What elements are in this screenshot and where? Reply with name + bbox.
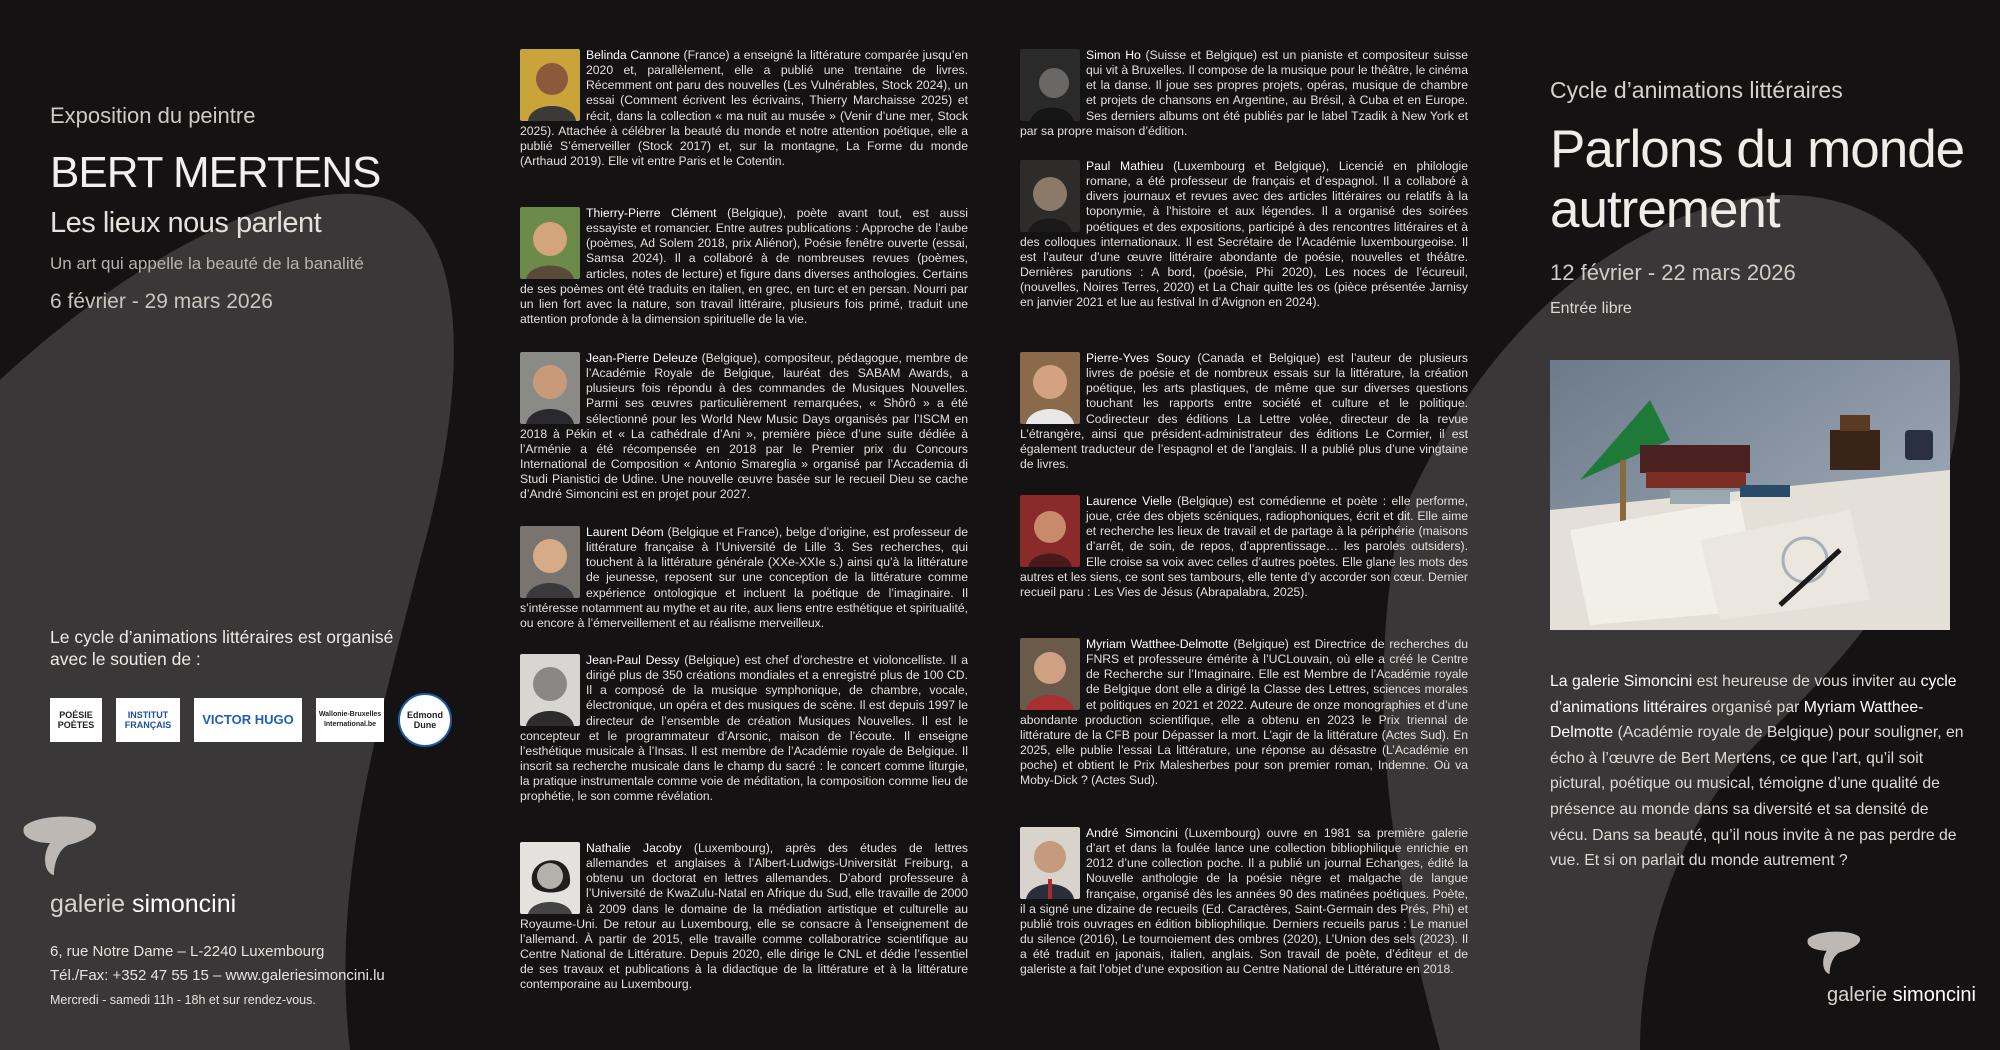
bio-nathalie-jacoby (520, 841, 968, 993)
portrait-photo (1020, 160, 1080, 232)
bio-name: Laurent Déom (586, 525, 664, 539)
bio-name: Pierre-Yves Soucy (1086, 351, 1191, 365)
gallery-address: 6, rue Notre Dame – L-2240 Luxembourg (50, 943, 325, 960)
bio-jean-pierre-deleuze (520, 351, 968, 503)
bio-simon-ho (1020, 48, 1468, 139)
bio-text: (Luxembourg), après des études de lettres allemandes et anglaises à l’Albert-Ludwigs-Universität Freiburg, a obtenu un doctorat en lettres allemandes. D’abord professeure à l’Université de KwaZulu-Natal en Afrique du Sud, elle travaille de 2000 à 2009 dans le domaine de la médiation artistique et culturelle au Royaume-Uni. De retour au Luxembourg, elle se consacre à l’enseignement de l’allemand. À partir de 2015, elle travaille comme collaboratrice scientifique au Centre National de Littérature. Depuis 2020, elle dirige le CNL et dédie l’essentiel de ses travaux et publications à la didactique de la littérature et à la littérature contemporaine au Luxembourg. (520, 841, 968, 992)
portrait-photo (1020, 638, 1080, 710)
bio-text: (Belgique), compositeur, pédagogue, membre de l’Académie Royale de Belgique, lauréat des SABAM Awards, a plusieurs fois répondu à des commandes de Musiques Nouvelles. Parmi ses œuvres particulièrement remarquées, « Shôrô » a été sélectionné pour les World New Music Days organisés par l’ISCM en 2018 à Pékin et « La cathédrale d’Ani », première pièce d’une suite dédiée à l’Arménie a été récompensée en 2018 par le Premier prix du Concours International de Composition « Antonio Smareglia » organisé par l’Accademia di Studi Pianistici de Udine. Une nouvelle œuvre basée sur le recueil Dieu se cache d’André Simoncini est en projet pour 2027. (520, 351, 968, 502)
logo-victor-hugo: VICTOR HUGO (194, 698, 302, 742)
entry-info: Entrée libre (1550, 300, 1632, 317)
bio-paul-mathieu (1020, 159, 1468, 311)
panel-exhibition (0, 0, 500, 1050)
support-text: Le cycle d’animations littéraires est organisé avec le soutien de : (50, 627, 394, 669)
bio-text: (Luxembourg et Belgique), Licencié en philologie romane, a été professeur de français et d’espagnol. Il a collaboré à divers journaux et revues avec des articles littéraires ou relatifs à la toponymie, à l’histoire et aux légendes. Il a organisé des soirées poétiques et des expositions, participé à des rencontres littéraires et à des colloques internationaux. Il est Secrétaire de l’Académie luxembourgeoise. Il est l’auteur d’une œuvre littéraire abondante de poésie, nouvelles et théâtre. Dernières parutions : A bord, (poésie, Phi 2020), Les noces de l’écureuil, (nouvelles, Noires Terres, 2020) et La Chair quitte les os (pièce présentée Jarnisy en janvier 2021 et lue au festival In d’Avignon en 2024). (1020, 159, 1468, 310)
exhibition-intro: Exposition du peintre (50, 103, 256, 128)
invite-text-3: (Académie royale de Belgique) pour souligner, en écho à l’œuvre de Bert Mertens, ce que l’art, qu’il soit pictural, poétique ou musical, témoigne d’une qualité de présence au monde dans sa diversité et sa densité de vécu. Dans sa beauté, qu’il nous invite à ne pas perdre de vue. Et si on parlait du monde autrement ? (1550, 724, 1964, 870)
logo-institut-francais: INSTITUT FRANÇAIS (116, 698, 180, 742)
invite-cycle: cycle d’animations littéraires (1550, 673, 1957, 716)
portrait-photo (520, 352, 580, 424)
panel-bios-left (520, 0, 990, 1050)
bio-thierry-pierre-clement (520, 206, 968, 327)
gallery-phone-web: Tél./Fax: +352 47 55 15 – www.galeriesimoncini.lu (50, 967, 385, 984)
bio-jean-paul-dessy (520, 653, 968, 805)
bio-text: (Belgique) est Directrice de recherches du FNRS et professeure émérite à l’UCLouvain, où elle a créé le Centre de Recherche sur l’Imaginaire. Elle est Membre de l’Académie royale de Belgique dont elle a dirigé la Classe des Lettres, sciences morales et politiques en 2021 et 2022. Auteure de onze monographies et d’une abondante production scientifique, elle a obtenu en 2023 le Prix triennal de littérature de la CFB pour Dépasser la mort. L’agir de la littérature (Actes Sud). En 2025, elle publie l’essai La littérature, une réponse au désastre (L’Académie en poche) et obtient le Prix Malesherbes pour son premier roman, Indemne. Où va Moby-Dick ? (Actes Sud). (1020, 637, 1468, 788)
cycle-label: Cycle d’animations littéraires (1550, 77, 1843, 103)
invitation-text (1550, 669, 1970, 874)
bio-name: Jean-Pierre Deleuze (586, 351, 698, 365)
bio-name: Nathalie Jacoby (586, 841, 682, 855)
bio-pierre-yves-soucy (1020, 351, 1468, 472)
portrait-photo (520, 842, 580, 914)
bio-text: (France) a enseigné la littérature comparée jusqu’en 2020 et, parallèlement, elle a publié une trentaine de livres. Récemment ont paru des nouvelles (Les Vulnérables, Stock 2024), un essai (Comment écrivent les écrivains, Thierry Marchaisse 2025) et récit, dans la collection « ma nuit au musée » (Venir d’une mer, Stock 2025). Attachée à célébrer la beauté du monde et notre attention poétique, elle a publié S’émerveiller (Stock 2017) et, sur la montagne, La Forme du monde (Arthaud 2019). Elle vit entre Paris et le Cotentin. (520, 48, 968, 169)
bio-name: Laurence Vielle (1086, 494, 1172, 508)
gallery-logo-icon (20, 815, 100, 880)
gallery-contact (50, 940, 385, 1012)
portrait-photo (1020, 352, 1080, 424)
artist-name: BERT MERTENS (50, 148, 381, 197)
invite-gallery: La galerie Simoncini (1550, 673, 1693, 690)
cycle-dates: 12 février - 22 mars 2026 (1550, 260, 1796, 285)
bio-laurent-deom (520, 525, 968, 631)
bio-name: Simon Ho (1086, 48, 1141, 62)
logo-wallonie-bruxelles: Wallonie-Bruxelles International.be (316, 698, 384, 742)
exhibition-title: Les lieux nous parlent (50, 207, 322, 239)
cycle-title: Parlons du monde autrement (1550, 120, 1965, 239)
bio-text: (Belgique) est comédienne et poète : elle performe, joue, crée des objets scéniques, radiophoniques, écrit et dit. Elle aime et recherche les lieux de travail et de partage à la périphérie (maisons d’arrêt, de soin, de repos, d’apprentissage… les paroles outsiders). Elle croise sa voix avec celles d’autres poètes. Elle glane les mots des autres et les siens, ce sont ses tambours, elle tente d’y accorder son cœur. Dernier recueil paru : Les Vies de Jésus (Abrapalabra, 2025). (1020, 494, 1468, 599)
bio-name: Belinda Cannone (586, 48, 680, 62)
bio-name: Myriam Watthee-Delmotte (1086, 637, 1229, 651)
bio-laurence-vielle (1020, 494, 1468, 600)
panel-cycle (1500, 0, 2000, 1050)
exhibition-dates: 6 février - 29 mars 2026 (50, 290, 273, 313)
bio-text: (Canada et Belgique) est l’auteur de plusieurs livres de poésie et de nombreux essais sur la littérature, la création poétique, les arts plastiques, de même que sur diverses questions touchant les rapports entre société et culture et le politique. Codirecteur des éditions La Lettre volée, directeur de la revue L’étrangère, ainsi que président-administrateur des éditions Le Cormier, il est également traducteur de l’espagnol et de l’anglais. Il a publié plus d’une vingtaine de livres. (1020, 351, 1469, 472)
bio-name: Jean-Paul Dessy (586, 653, 680, 667)
bio-text: (Luxembourg) ouvre en 1981 sa première galerie d’art et dans la foulée lance une collection bibliophilique enrichie en 2012 d’une collection poche. Il a publié un journal Echanges, édité la Nouvelle anthologie de la poésie nègre et malgache de langue française, organisé dès les années 90 des matinées poétiques. Poète, il a signé une dizaine de recueils (Ed. Caractères, Saint-Germain des Prés, Phi) et publié trois ouvrages en édition bibliophilique. Derniers recueils parus : Le manuel du silence (2016), Le tournoiement des ombres (2020), L’Union des sels (2023). Il a été traduit en japonais, italien, anglais. Son travail de poète, d’éditeur et de galeriste a fait l’objet d’une exposition au Centre National de Littérature en 2018. (1020, 826, 1468, 977)
bio-text: (Belgique) est chef d’orchestre et violoncelliste. Il a dirigé plus de 350 créations mondiales et a enregistré plus de 100 CD. Il a composé de la musique symphonique, de chambre, vocale, électronique, un opéra et des musiques de scène. Il est depuis 1997 le directeur de l’ensemble de création Musiques Nouvelles. Il est le concepteur et le programmateur d’Arsonic, maison de l’écoute. Il enseigne l’esthétique musicale à l’Insas. Il est membre de l’Académie royale de Belgique. Il inscrit sa recherche musicale dans le champ du sacré : le concert comme liturgie, la pratique instrumentale comme voie de méditation, la composition comme lieu de prophétie, le son comme révélation. (520, 653, 968, 804)
portrait-photo (520, 207, 580, 279)
bio-belinda-cannone (520, 48, 968, 169)
portrait-photo (520, 49, 580, 121)
gallery-logo-icon (1805, 930, 1863, 978)
portrait-photo (520, 526, 580, 598)
gallery-wordmark: galerie simoncini (50, 890, 237, 918)
bio-name: Paul Mathieu (1086, 159, 1164, 173)
gallery-wordmark: galerie simoncini (1827, 984, 1976, 1006)
bio-andre-simoncini (1020, 826, 1468, 978)
invite-text-2: organisé par (1707, 698, 1804, 716)
bio-text: (Suisse et Belgique) est un pianiste et compositeur suisse qui vit à Bruxelles. Il compose de la musique pour le théâtre, le cinéma et la danse. Il joue ses propres projets, opéras, musique de chambre et projets de chansons en Argentine, au Brésil, à Cuba et en Europe. Ses derniers albums ont été publiés par le label Tzadik à New York et par sa propre maison d’édition. (1020, 48, 1468, 138)
portrait-photo (520, 654, 580, 726)
bio-text: (Belgique), poète avant tout, est aussi essayiste et romancier. Entre autres publications : Approche de l’aube (poèmes, Ad Solem 2018, prix Aliénor), Poésie fenêtre ouverte (essai, Samsa 2024). Il a collaboré à de nombreuses revues (poèmes, articles, notes de lecture) et figure dans diverses anthologies. Certains de ses poèmes ont été traduits en italien, en grec, en turc et en persan. Nourri par un lien fort avec la nature, son travail littéraire, plusieurs fois primé, traduit une attention profonde à la dimension spirituelle de la vie. (520, 206, 968, 327)
bio-name: André Simoncini (1086, 826, 1178, 840)
sponsor-logos (50, 693, 452, 747)
bio-myriam-watthee-delmotte (1020, 637, 1468, 789)
panel-bios-right (1020, 0, 1490, 1050)
bio-name: Thierry-Pierre Clément (586, 206, 717, 220)
portrait-photo (1020, 49, 1080, 121)
bio-text: (Belgique et France), belge d’origine, est professeur de littérature française à l’Université de Lille 3. Ses recherches, qui touchent à la littérature générale (XXe-XXIe s.) ainsi qu’à la littérature de jeunesse, reposent sur une conception de la littérature comme expérience ontologique et incluent la poétique de l’imaginaire. Il s’intéresse notamment au mythe et au rite, aux liens entre esthétique et spiritualité, ou encore à l’émerveillement et au réalisme merveilleux. (520, 525, 969, 630)
logo-edmond-dune: Edmond Dune (398, 693, 452, 747)
portrait-photo (1020, 495, 1080, 567)
invite-text-1: est heureuse de vous inviter au (1692, 673, 1921, 690)
exhibition-tagline: Un art qui appelle la beauté de la banalité (50, 254, 364, 273)
portrait-photo (1020, 827, 1080, 899)
painting-image (1550, 360, 1950, 630)
gallery-hours: Mercredi - samedi 11h - 18h et sur rendez-vous. (50, 993, 316, 1007)
invite-organizer: Myriam Watthee-Delmotte (1550, 698, 1924, 742)
logo-maison-poesie: POÉSIE POÈTES (50, 698, 102, 742)
